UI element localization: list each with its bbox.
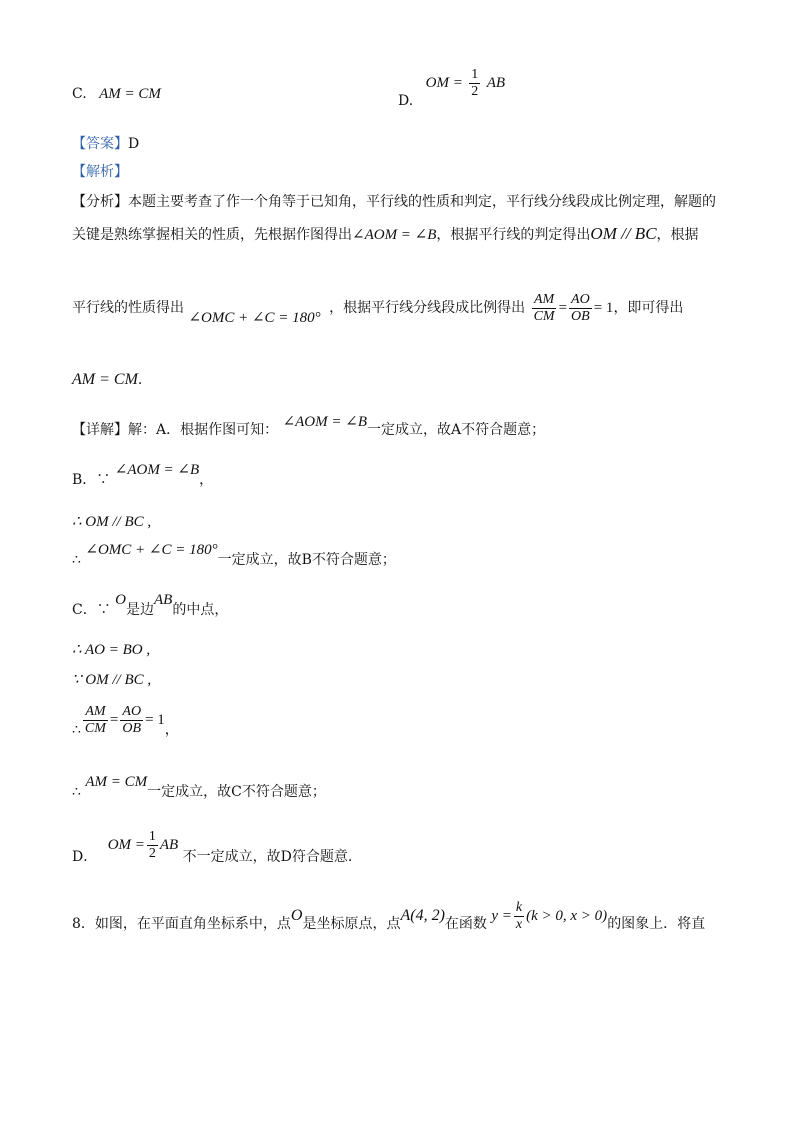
detail-line-b3 <box>72 542 396 570</box>
analysis-tag: 【解析】 <box>72 164 128 180</box>
fenxi-ratio-result: = 1 <box>593 300 614 316</box>
frac-num: AO <box>571 291 590 307</box>
detail-frac-1 <box>83 704 108 737</box>
option-d-lhs: OM = <box>425 75 463 91</box>
fenxi-text-2b: ，根据平行线的判定得出 <box>436 227 591 243</box>
fenxi-period: . <box>137 372 143 388</box>
fenxi-text-3c: ，即可得出 <box>613 300 684 316</box>
fenxi-text-1: 本题主要考查了作一个角等于已知角，平行线的性质和判定，平行线分线段成比例定理，解题的 <box>128 194 716 210</box>
option-d-label: D. <box>398 93 414 109</box>
frac-den: CM <box>84 720 106 736</box>
frac-num: AM <box>533 291 555 307</box>
option-c <box>72 84 161 104</box>
detail-text-a2: 一定成立，故A不符合题意； <box>367 422 546 438</box>
equals-sign: = <box>109 712 119 728</box>
detail-line-c4 <box>72 700 179 740</box>
fenxi-line-3 <box>72 288 683 328</box>
frac-den: OB <box>571 308 590 324</box>
detail-d-label: D． <box>72 849 98 865</box>
detail-c-mid: 是边 <box>126 602 155 618</box>
detail-c5-formula: AM = CM <box>85 774 148 790</box>
detail-c5-text: 一定成立，故C不符合题意； <box>147 784 326 800</box>
frac-num: AO <box>122 703 142 719</box>
q8-condition: (k > 0, x > 0) <box>526 908 608 924</box>
fenxi-line-1 <box>72 192 716 212</box>
question-8 <box>72 896 705 936</box>
detail-c-end: 的中点， <box>172 602 229 618</box>
fenxi-text-2a: 关键是熟练掌握相关的性质，先根据作图得出 <box>72 227 352 243</box>
answer-line <box>72 134 139 154</box>
fenxi-frac-1 <box>532 292 557 325</box>
frac-num: 1 <box>148 828 156 844</box>
detail-d-lhs: OM = <box>107 837 145 853</box>
comma: ， <box>164 722 179 738</box>
q8-function-fraction <box>514 900 524 933</box>
equals-sign: = <box>558 300 568 316</box>
frac-den: 2 <box>148 845 156 861</box>
frac-den: CM <box>533 308 555 324</box>
q8-point-o: O <box>290 907 303 924</box>
detail-line-c <box>72 592 229 620</box>
fenxi-formula-angle: ∠AOM = ∠B <box>352 227 437 243</box>
q8-point-a: A(4, 2) <box>400 907 445 924</box>
therefore-sign: ∴ <box>72 722 81 738</box>
frac-num: k <box>515 899 523 915</box>
detail-frac-2 <box>120 704 143 737</box>
fenxi-line-2 <box>72 224 699 245</box>
detail-b-formula: ∠AOM = ∠B <box>114 462 200 478</box>
answer-value: D <box>128 136 140 152</box>
therefore-sign: ∴ <box>72 552 81 568</box>
q8-text-c: 在函数 <box>444 916 487 932</box>
detail-text-a: 解：A．根据作图可知： <box>128 422 279 438</box>
fenxi-formula-conclusion: AM = CM <box>72 371 138 388</box>
detail-b3-formula: ∠OMC + ∠C = 180° <box>85 542 218 558</box>
frac-den: OB <box>122 720 142 736</box>
detail-d-fraction <box>147 829 158 862</box>
detail-line-b2: ∴ OM // BC , <box>72 514 152 530</box>
option-c-formula: AM = CM <box>99 86 161 102</box>
q8-text-b: 是坐标原点，点 <box>302 916 401 932</box>
option-d <box>398 66 506 109</box>
option-d-rhs: AB <box>486 75 506 91</box>
fenxi-text-3a: 平行线的性质得出 <box>72 300 184 316</box>
q8-text-d: 的图象上．将直 <box>607 916 706 932</box>
fenxi-frac-2 <box>569 292 592 325</box>
detail-line-c3: ∵ OM // BC , <box>72 672 152 688</box>
frac-den: x <box>515 916 523 932</box>
q8-text-a: 8．如图，在平面直角坐标系中，点 <box>72 916 291 932</box>
detail-b3-text: 一定成立，故B不符合题意； <box>217 552 396 568</box>
fenxi-text-3b: ，根据平行线分线段成比例得出 <box>329 300 526 316</box>
detail-line-d <box>72 828 353 865</box>
detail-formula-a: ∠AOM = ∠B <box>282 414 367 430</box>
detail-c-label: C．∵ <box>72 602 111 618</box>
detail-line-c2: ∴ AO = BO , <box>72 642 151 658</box>
detail-tag: 【详解】 <box>72 422 128 438</box>
option-c-label: C. <box>72 86 87 102</box>
detail-b-end: ， <box>199 472 214 488</box>
therefore-sign: ∴ <box>72 784 81 800</box>
detail-line-a <box>72 414 546 440</box>
detail-b-label: B．∵ <box>72 472 111 488</box>
fenxi-tag: 【分析】 <box>72 194 128 210</box>
point-o: O <box>115 592 127 608</box>
detail-d-text: 不一定成立，故D符合题意. <box>182 849 353 865</box>
q8-function-lhs: y = <box>491 908 512 924</box>
frac-den: 2 <box>471 83 479 99</box>
fenxi-formula-sum: ∠OMC + ∠C = 180° <box>188 310 321 326</box>
frac-num: AM <box>85 703 106 719</box>
detail-ratio-result: = 1 <box>145 712 165 728</box>
detail-d-rhs: AB <box>159 837 179 853</box>
option-d-fraction <box>469 67 480 100</box>
detail-line-b <box>72 462 214 490</box>
fenxi-line-4 <box>72 370 142 390</box>
segment-ab: AB <box>154 592 173 608</box>
answer-tag: 【答案】 <box>72 136 128 152</box>
fenxi-formula-parallel: OM // BC <box>590 224 657 243</box>
detail-line-c5 <box>72 774 326 802</box>
fenxi-text-2c: ，根据 <box>656 227 699 243</box>
frac-num: 1 <box>471 66 479 82</box>
